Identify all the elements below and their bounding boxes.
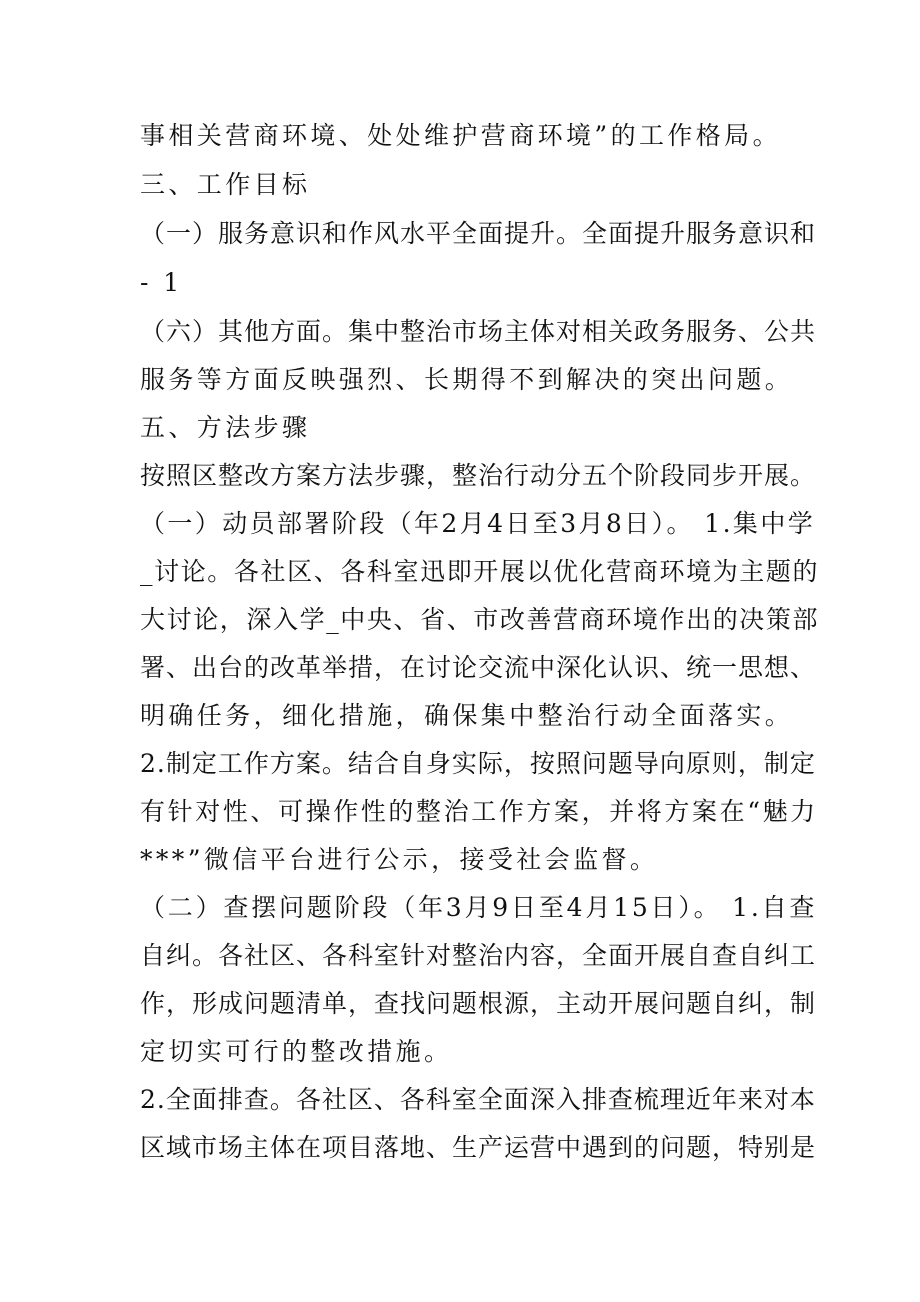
text-line: 2.制定工作方案。结合自身实际，按照问题导向原则，制定 [140, 749, 816, 778]
text-line: 服务等方面反映强烈、长期得不到解决的突出问题。 [140, 365, 794, 394]
text-line: （二）查摆问题阶段（年3月9日至4月15日）。 1.自查 [140, 893, 818, 922]
section-heading: 五、方法步骤 [140, 413, 311, 442]
text-line: 按照区整改方案方法步骤，整治行动分五个阶段同步开展。 [140, 461, 817, 490]
text-line: 区域市场主体在项目落地、生产运营中遇到的问题，特别是 [140, 1133, 817, 1162]
section-heading: 三、工作目标 [140, 170, 311, 199]
text-line: 事相关营商环境、处处维护营商环境”的工作格局。 [140, 121, 781, 150]
text-line: 作，形成问题清单，查找问题根源，主动开展问题自纠，制 [140, 989, 817, 1018]
text-line: （一）服务意识和作风水平全面提升。全面提升服务意识和 [140, 219, 817, 248]
text-line: 署、出台的改革举措，在讨论交流中深化认识、统一思想、 [140, 653, 817, 682]
text-line: 2.全面排查。各社区、各科室全面深入排查梳理近年来对本 [140, 1085, 816, 1114]
page-number: - 1 [140, 268, 183, 297]
text-line: 自纠。各社区、各科室针对整治内容，全面开展自查自纠工 [140, 941, 817, 970]
text-line: ***”微信平台进行公示，接受社会监督。 [140, 845, 659, 874]
text-line: （六）其他方面。集中整治市场主体对相关政务服务、公共 [140, 317, 817, 346]
text-line: （一）动员部署阶段（年2月4日至3月8日）。 1.集中学 [140, 509, 816, 538]
text-line: 大讨论，深入学_中央、省、市改善营商环境作出的决策部 [140, 605, 820, 634]
text-line: 定切实可行的整改措施。 [140, 1037, 453, 1066]
text-line: _讨论。各社区、各科室迅即开展以优化营商环境为主题的 [140, 557, 820, 586]
text-line: 有针对性、可操作性的整治工作方案，并将方案在“魅力 [140, 797, 818, 826]
text-line: 明确任务，细化措施，确保集中整治行动全面落实。 [140, 701, 794, 730]
